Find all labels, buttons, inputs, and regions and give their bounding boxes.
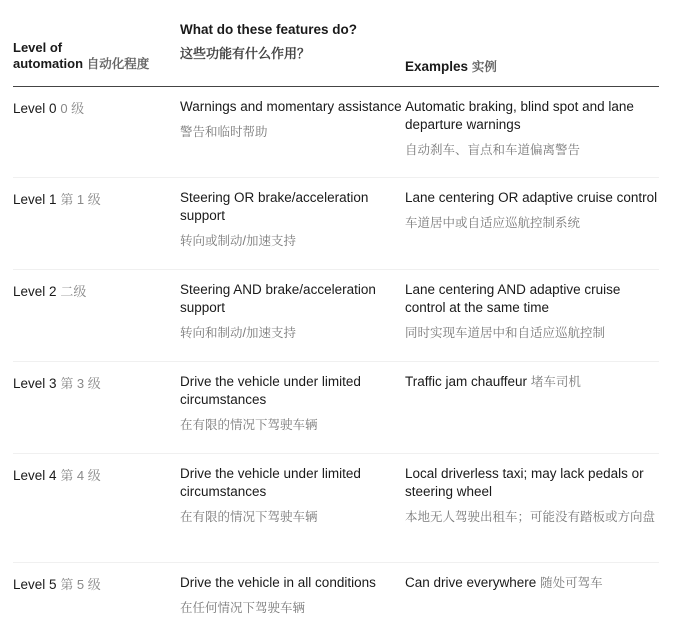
level-label-en: Level 2: [13, 284, 57, 299]
examples-cell: [405, 574, 661, 592]
header-col1-line2-en: automation: [13, 56, 84, 71]
level-label-zh: 第 4 级: [60, 468, 101, 483]
header-col3-zh: 实例: [471, 60, 497, 74]
examples-cell: [405, 98, 661, 159]
features-en: Drive the vehicle in all conditions: [180, 575, 376, 590]
examples-en: Automatic braking, blind spot and lane departure warnings: [405, 99, 634, 132]
table-row: [13, 87, 659, 178]
examples-zh: 本地无人驾驶出租车；可能没有踏板或方向盘: [405, 510, 656, 524]
table-row: [13, 563, 659, 643]
examples-cell: [405, 281, 661, 342]
level-label-en: Level 3: [13, 376, 57, 391]
header-col1-line1: Level of: [13, 40, 63, 55]
examples-en: Lane centering OR adaptive cruise control: [405, 190, 658, 205]
features-cell: [180, 98, 402, 141]
level-label-zh: 第 3 级: [60, 376, 101, 391]
table-header: [13, 0, 659, 87]
examples-zh: 同时实现车道居中和自适应巡航控制: [405, 326, 606, 340]
header-features: [180, 22, 400, 62]
level-label-zh: 二级: [60, 284, 87, 299]
level-label-en: Level 0: [13, 101, 57, 116]
features-cell: [180, 373, 402, 434]
features-cell: [180, 574, 402, 617]
features-zh: 在任何情况下驾驶车辆: [180, 601, 306, 615]
table-row: [13, 362, 659, 454]
level-cell: [13, 465, 101, 484]
features-en: Warnings and momentary assistance: [180, 99, 402, 114]
examples-zh: 自动刹车、盲点和车道偏离警告: [405, 143, 581, 157]
examples-en: Can drive everywhere: [405, 575, 537, 590]
level-label-en: Level 5: [13, 577, 57, 592]
level-cell: [13, 281, 86, 300]
features-en: Steering AND brake/acceleration support: [180, 282, 376, 315]
features-cell: [180, 281, 402, 342]
table-row: [13, 178, 659, 270]
examples-zh: 堵车司机: [530, 375, 581, 389]
features-zh: 在有限的情况下驾驶车辆: [180, 418, 318, 432]
level-label-en: Level 4: [13, 468, 57, 483]
header-col3-en: Examples: [405, 59, 469, 74]
level-label-zh: 第 1 级: [60, 192, 101, 207]
examples-zh: 随处可驾车: [540, 576, 603, 590]
examples-en: Lane centering AND adaptive cruise control at the same time: [405, 282, 621, 315]
examples-zh: 车道居中或自适应巡航控制系统: [405, 216, 581, 230]
level-cell: [13, 189, 101, 208]
table-row: [13, 454, 659, 563]
level-cell: [13, 373, 101, 392]
header-col2-zh: 这些功能有什么作用？: [180, 46, 311, 61]
features-zh: 转向或制动/加速支持: [180, 234, 296, 248]
level-label-en: Level 1: [13, 192, 57, 207]
examples-en: Local driverless taxi; may lack pedals or steering wheel: [405, 466, 644, 499]
features-en: Drive the vehicle under limited circumstances: [180, 374, 361, 407]
level-cell: [13, 98, 84, 117]
header-level-of-automation: [13, 40, 178, 72]
examples-cell: [405, 373, 661, 391]
features-en: Steering OR brake/acceleration support: [180, 190, 369, 223]
header-col1-line2-zh: 自动化程度: [86, 57, 150, 71]
table-row: [13, 270, 659, 362]
features-cell: [180, 465, 402, 526]
header-examples: [405, 57, 497, 75]
examples-cell: [405, 465, 661, 526]
header-col2-en: What do these features do?: [180, 22, 358, 37]
level-label-zh: 第 5 级: [60, 577, 101, 592]
features-en: Drive the vehicle under limited circumstances: [180, 466, 361, 499]
features-zh: 在有限的情况下驾驶车辆: [180, 510, 318, 524]
level-label-zh: 0 级: [60, 101, 85, 116]
examples-en: Traffic jam chauffeur: [405, 374, 528, 389]
features-zh: 警告和临时帮助: [180, 125, 268, 139]
level-cell: [13, 574, 101, 593]
automation-levels-table: [13, 0, 659, 643]
examples-cell: [405, 189, 661, 232]
features-zh: 转向和制动/加速支持: [180, 326, 296, 340]
features-cell: [180, 189, 402, 250]
